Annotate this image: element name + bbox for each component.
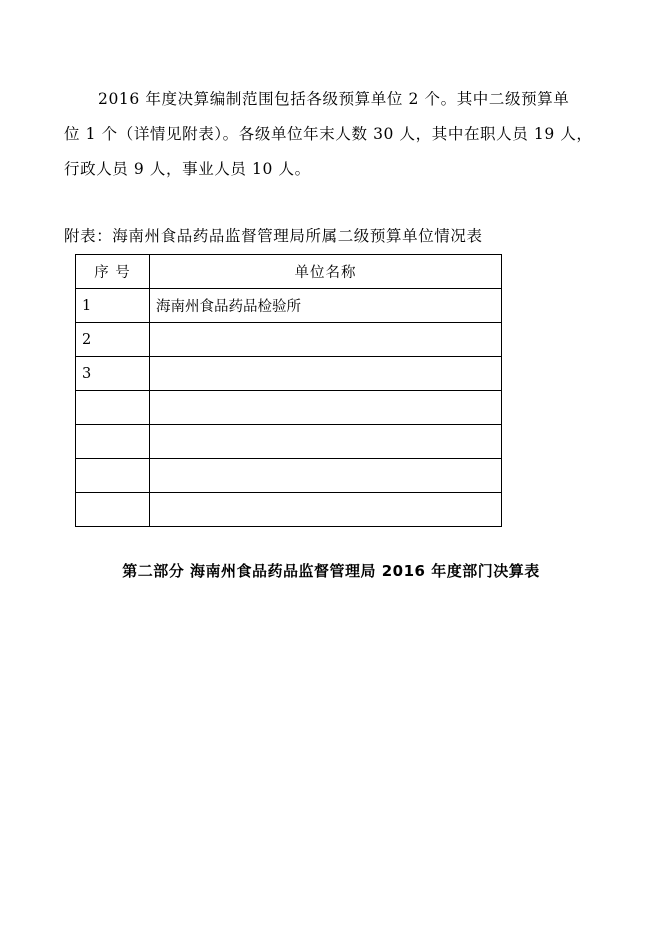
cell-serial-number: 1 [76, 289, 150, 323]
intro-line: 位 1 个（详情见附表）。各级单位年末人数 30 人，其中在职人员 19 人， [64, 125, 593, 143]
cell-serial-number: 3 [76, 357, 150, 391]
section-heading: 第二部分 海南州食品药品监督管理局 2016 年度部门决算表 [122, 562, 540, 580]
intro-line: 2016 年度决算编制范围包括各级预算单位 2 个。其中二级预算单 [98, 90, 570, 108]
table-header-row [76, 255, 502, 289]
intro-line: 行政人员 9 人，事业人员 10 人。 [64, 160, 311, 178]
cell-serial-number [76, 425, 150, 459]
table-row [76, 323, 502, 357]
cell-serial-number [76, 459, 150, 493]
cell-unit-name: 海南州食品药品检验所 [150, 289, 502, 323]
budget-units-table [75, 254, 502, 527]
cell-unit-name [150, 357, 502, 391]
table-row [76, 425, 502, 459]
cell-serial-number [76, 391, 150, 425]
cell-unit-name [150, 459, 502, 493]
table-row [76, 289, 502, 323]
table-row [76, 459, 502, 493]
cell-unit-name [150, 425, 502, 459]
table-row [76, 493, 502, 527]
header-serial-number: 序 号 [76, 255, 150, 289]
cell-unit-name [150, 493, 502, 527]
header-unit-name: 单位名称 [150, 255, 502, 289]
table-row [76, 391, 502, 425]
appendix-caption: 附表：海南州食品药品监督管理局所属二级预算单位情况表 [64, 227, 483, 245]
table-row [76, 357, 502, 391]
cell-unit-name [150, 391, 502, 425]
cell-serial-number [76, 493, 150, 527]
cell-serial-number: 2 [76, 323, 150, 357]
intro-paragraph [64, 82, 609, 187]
cell-unit-name [150, 323, 502, 357]
